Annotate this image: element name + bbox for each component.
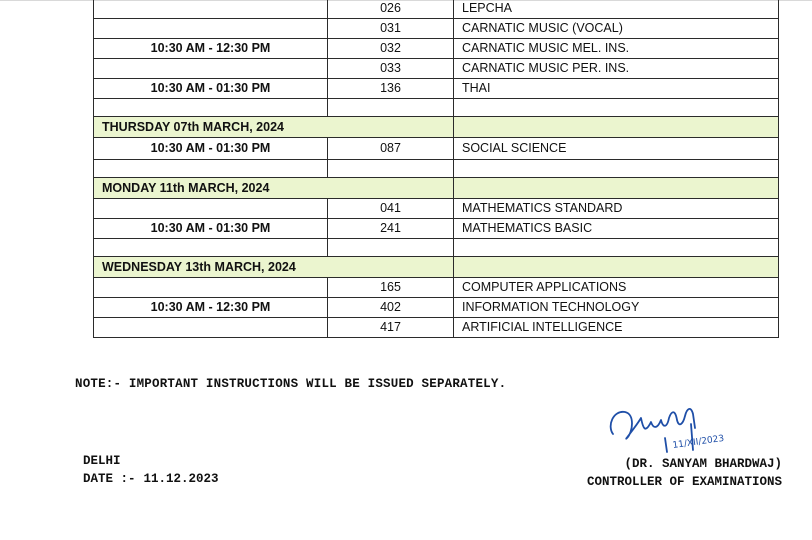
exam-date-label: THURSDAY 07th MARCH, 2024 <box>94 117 454 138</box>
date-label: DATE :- <box>83 472 136 486</box>
subject-name: MATHEMATICS STANDARD <box>454 199 779 219</box>
table-row <box>94 79 779 99</box>
exam-time <box>94 278 328 298</box>
important-note: NOTE:- IMPORTANT INSTRUCTIONS WILL BE ISSUED SEPARATELY. <box>75 377 507 391</box>
spacer-cell <box>454 99 779 117</box>
svg-text:11/XII/2023: 11/XII/2023 <box>672 433 725 451</box>
table-row <box>94 278 779 298</box>
subject-name: CARNATIC MUSIC MEL. INS. <box>454 39 779 59</box>
subject-code: 241 <box>328 219 454 239</box>
spacer-cell <box>94 160 328 178</box>
table-row <box>94 318 779 338</box>
subject-name: COMPUTER APPLICATIONS <box>454 278 779 298</box>
exam-time <box>94 199 328 219</box>
spacer-row <box>94 99 779 117</box>
table-row <box>94 39 779 59</box>
spacer-cell <box>94 239 328 257</box>
exam-time <box>94 0 328 19</box>
subject-name: MATHEMATICS BASIC <box>454 219 779 239</box>
header-empty-cell <box>454 117 779 138</box>
date-value: 11.12.2023 <box>143 472 219 486</box>
exam-time: 10:30 AM - 01:30 PM <box>94 79 328 99</box>
signature-image <box>605 398 745 460</box>
signatory-name: (DR. SANYAM BHARDWAJ) <box>624 457 782 471</box>
subject-code: 031 <box>328 19 454 39</box>
table-row <box>94 219 779 239</box>
header-empty-cell <box>454 178 779 199</box>
exam-schedule-table <box>93 0 779 338</box>
subject-name: SOCIAL SCIENCE <box>454 138 779 160</box>
spacer-row <box>94 239 779 257</box>
exam-time: 10:30 AM - 12:30 PM <box>94 298 328 318</box>
subject-name: INFORMATION TECHNOLOGY <box>454 298 779 318</box>
subject-code: 033 <box>328 59 454 79</box>
exam-date-label: WEDNESDAY 13th MARCH, 2024 <box>94 257 454 278</box>
spacer-cell <box>94 99 328 117</box>
subject-code: 032 <box>328 39 454 59</box>
table-row <box>94 19 779 39</box>
subject-code: 087 <box>328 138 454 160</box>
subject-name: CARNATIC MUSIC PER. INS. <box>454 59 779 79</box>
subject-code: 402 <box>328 298 454 318</box>
spacer-cell <box>328 239 454 257</box>
table-row <box>94 0 779 19</box>
spacer-cell <box>454 160 779 178</box>
date-header-row <box>94 117 779 138</box>
exam-time: 10:30 AM - 12:30 PM <box>94 39 328 59</box>
spacer-cell <box>328 99 454 117</box>
date-header-row <box>94 257 779 278</box>
subject-code: 136 <box>328 79 454 99</box>
subject-name: LEPCHA <box>454 0 779 19</box>
subject-code: 165 <box>328 278 454 298</box>
exam-time <box>94 59 328 79</box>
subject-name: THAI <box>454 79 779 99</box>
exam-time: 10:30 AM - 01:30 PM <box>94 138 328 160</box>
table-row <box>94 298 779 318</box>
spacer-cell <box>454 239 779 257</box>
subject-name: ARTIFICIAL INTELLIGENCE <box>454 318 779 338</box>
spacer-cell <box>328 160 454 178</box>
subject-code: 041 <box>328 199 454 219</box>
table-row <box>94 59 779 79</box>
date-header-row <box>94 178 779 199</box>
signatory-block <box>587 455 782 491</box>
exam-time <box>94 318 328 338</box>
table-row <box>94 199 779 219</box>
subject-code: 417 <box>328 318 454 338</box>
spacer-row <box>94 160 779 178</box>
signatory-title: CONTROLLER OF EXAMINATIONS <box>586 475 782 489</box>
issue-place-date <box>83 452 219 488</box>
issue-place: DELHI <box>83 454 121 468</box>
table-row <box>94 138 779 160</box>
exam-time: 10:30 AM - 01:30 PM <box>94 219 328 239</box>
subject-code: 026 <box>328 0 454 19</box>
exam-date-label: MONDAY 11th MARCH, 2024 <box>94 178 454 199</box>
issue-date-line <box>83 470 219 488</box>
subject-name: CARNATIC MUSIC (VOCAL) <box>454 19 779 39</box>
header-empty-cell <box>454 257 779 278</box>
exam-time <box>94 19 328 39</box>
